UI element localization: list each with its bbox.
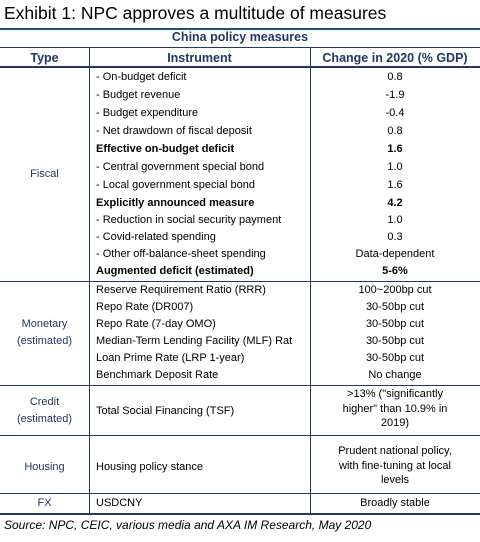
table-row-subtotal <box>0 141 480 158</box>
table-row <box>0 316 480 333</box>
column-header-change: Change in 2020 (% GDP) <box>322 51 468 65</box>
value-cell: No change <box>368 369 422 381</box>
value-cell: 1.0 <box>387 161 403 173</box>
value-cell: 0.8 <box>387 71 403 83</box>
section-divider <box>0 385 480 386</box>
table-row <box>0 69 480 86</box>
instrument-cell: - Budget expenditure <box>96 107 199 119</box>
value-cell: 4.2 <box>387 197 403 209</box>
instrument-cell: - On-budget deficit <box>96 71 187 83</box>
table-row <box>0 212 480 229</box>
instrument-cell: Median-Term Lending Facility (MLF) Rat <box>96 335 293 347</box>
table-row <box>0 229 480 246</box>
value-cell: -0.4 <box>385 107 405 119</box>
table-row <box>0 495 480 512</box>
value-cell: 30-50bp cut <box>365 335 425 347</box>
value-cell: Broadly stable <box>360 497 430 509</box>
instrument-cell: Total Social Financing (TSF) <box>96 405 235 417</box>
instrument-cell: Housing policy stance <box>96 461 204 473</box>
instrument-cell: - Covid-related spending <box>96 231 216 243</box>
table-row-subtotal <box>0 195 480 212</box>
table-row <box>0 159 480 176</box>
table-row <box>0 299 480 316</box>
instrument-cell: Reserve Requirement Ratio (RRR) <box>96 284 266 296</box>
type-fiscal: Fiscal <box>30 168 59 180</box>
column-header-instrument: Instrument <box>167 51 232 65</box>
value-cell: 1.0 <box>387 214 403 226</box>
table-row <box>0 282 480 299</box>
type-fx: FX <box>37 497 52 509</box>
table-row <box>0 87 480 104</box>
value-cell: 100~200bp cut <box>358 284 432 296</box>
instrument-cell: Augmented deficit (estimated) <box>96 265 254 277</box>
table-row-total <box>0 263 480 280</box>
value-line: Prudent national policy, <box>338 445 452 457</box>
value-line: levels <box>380 474 410 486</box>
instrument-cell: - Central government special bond <box>96 161 265 173</box>
instrument-cell: - Reduction in social security payment <box>96 214 282 226</box>
table-row <box>0 177 480 194</box>
header-bottom-divider <box>0 66 480 68</box>
value-cell: 5-6% <box>382 265 408 277</box>
type-credit-line1: Credit <box>29 396 60 408</box>
source-note: Source: NPC, CEIC, various media and AXA IM Research, May 2020 <box>4 518 372 532</box>
value-cell: Data-dependent <box>355 248 435 260</box>
value-line: higher" than 10.9% in <box>342 402 448 415</box>
table-row <box>0 246 480 263</box>
header-top-divider <box>0 47 480 48</box>
instrument-cell: Explicitly announced measure <box>96 197 255 209</box>
type-monetary-line2: (estimated) <box>16 335 73 347</box>
value-cell: 1.6 <box>387 179 403 191</box>
instrument-cell: - Other off-balance-sheet spending <box>96 248 266 260</box>
value-line: >13% ("significantly <box>347 388 443 400</box>
table-row <box>0 367 480 384</box>
value-cell: 1.6 <box>387 143 403 155</box>
table-bottom-divider <box>0 513 480 515</box>
table-subtitle: China policy measures <box>171 30 309 44</box>
instrument-cell: Loan Prime Rate (LRP 1-year) <box>96 352 245 364</box>
instrument-cell: - Net drawdown of fiscal deposit <box>96 125 252 137</box>
exhibit-title: Exhibit 1: NPC approves a multitude of measures <box>4 3 387 23</box>
instrument-cell: Effective on-budget deficit <box>96 143 235 155</box>
instrument-cell: - Local government special bond <box>96 179 255 191</box>
instrument-cell: Repo Rate (DR007) <box>96 301 194 313</box>
value-cell: 0.3 <box>387 231 403 243</box>
instrument-cell: - Budget revenue <box>96 89 181 101</box>
value-line: 2019) <box>380 417 410 429</box>
table-row <box>0 350 480 367</box>
value-cell: 0.8 <box>387 125 403 137</box>
table-row <box>0 105 480 122</box>
value-cell-multiline <box>310 444 480 488</box>
section-divider <box>0 493 480 494</box>
type-credit-line2: (estimated) <box>16 413 73 425</box>
value-cell: 30-50bp cut <box>365 318 425 330</box>
value-cell: 30-50bp cut <box>365 352 425 364</box>
value-line: with fine-tuning at local <box>339 459 451 472</box>
type-housing: Housing <box>24 461 65 473</box>
value-cell: 30-50bp cut <box>365 301 425 313</box>
type-monetary-line1: Monetary <box>21 318 68 330</box>
column-header-type: Type <box>30 51 59 65</box>
table-row <box>0 123 480 140</box>
section-divider <box>0 435 480 436</box>
table-row <box>0 333 480 350</box>
value-cell-multiline <box>310 387 480 431</box>
instrument-cell: Benchmark Deposit Rate <box>96 369 219 381</box>
value-cell: -1.9 <box>385 89 405 101</box>
instrument-cell: Repo Rate (7-day OMO) <box>96 318 216 330</box>
instrument-cell: USDCNY <box>96 497 143 509</box>
